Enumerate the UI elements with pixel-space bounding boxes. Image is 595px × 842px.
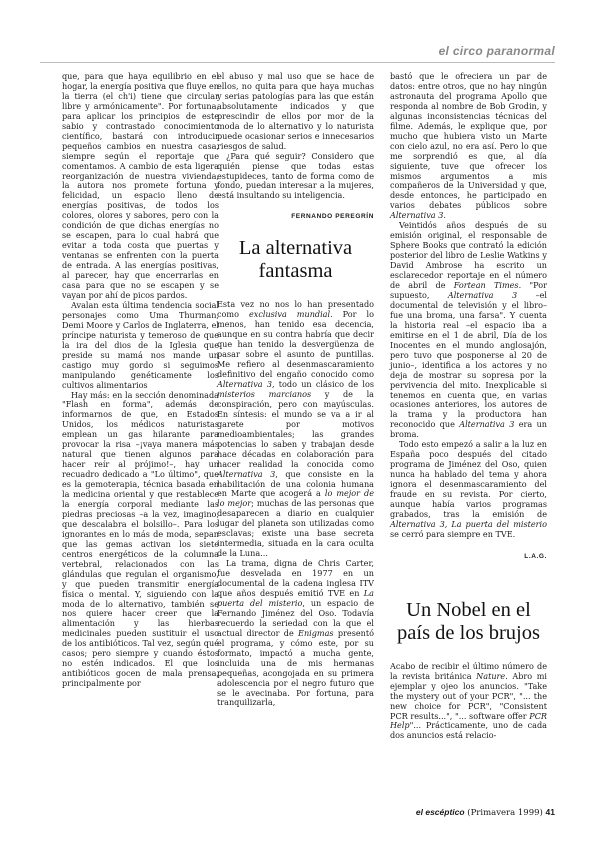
article2-paragraph: bastó que le ofreciera un par de datos: entre otros, que no hay ningún astronauta del programa Apollo que responda al nombre de Bob Grodin, y algunas inconsistencias técnicas del filme. Además, le explique que, por mucho que hubiera visto un Marte con cielo azul, no era así. Pero lo que me sorprendió es que, al día siguiente, tuve que ofrecer los mismos argumentos a mis compañeros de la Universidad y que, desde entonces, he participado en varios debates públicos sobre Alternativa 3. [390,71,547,221]
article2-paragraph: Esta vez no nos lo han presentado como exclusiva mundial. Por lo menos, han tenido esa decencia, aunque en su contra habría que decir que han tenido la desvergüenza de pasar sobre el asunto de puntillas. Me refiero al desenmascaramiento definitivo del engaño conocido como Alternativa 3, todo un clásico de los misterios marcianos y de la conspiración, pero con mayúsculas. En síntesis: el mundo se va a ir al garete por motivos medioambientales; las grandes potencias lo saben y trabajan desde hace décadas en colaboración para hacer realidad la conocida como Alternativa 3, que consiste en la habilitación de una colonia humana en Marte que acogerá a lo mejor de lo mejor; muchas de las personas que desaparecen a diario en cualquier lugar del planeta son utilizadas como esclavas; existe una base secreta intermedia, situada en la cara oculta de la Luna... [217,299,375,559]
article2-title [217,237,374,283]
article3-title [390,599,547,645]
section-header: el circo paranormal [438,44,555,58]
article1-paragraph: Hay más: en la sección denominada "Flash en forma", además de informarnos de que, en Estados Unidos, los médicos naturistas emplean un gas hilarante para provocar la risa –¡vaya manera más natural que tienen algunos para hacer reír al prójimo!–, hay un recuadro dedicado a "Lo último", que es la gemoterapia, técnica basada en la medicina oriental y que restablece la energía corporal mediante las piedras preciosas –a la vez, imagino, que descalabra el bolsillo–. Para los ignorantes en lo más de moda, sepan que las gemas activan los siete centros energéticos de la columna vertebral, relacionados con las glándulas que regulan el organismo, y que pueden transmitir energía física o mental. Y, siguiendo con la moda de lo alternativo, también se nos quiere hacer creer que la alimentación y las hierbas medicinales pueden sustituir el uso de los antibióticos. Tal vez, según qué casos; pero siempre y cuando éstos no estén indicados. El que los antibióticos gocen de mala prensa, principalmente por [62,389,219,689]
article2-title-line: fantasma [258,260,333,283]
article2-paragraph: Todo esto empezó a salir a la luz en España poco después del citado programa de Jiménez del Oso, quien nunca ha hablado del tema y ahora ignora el desenmascaramiento del fraude en su revista. Por cierto, aunque había varios programas grabados, tras la emisión de Alternativa 3, La puerta del misterio se cerró para siempre en TVE. [390,439,547,539]
article1-paragraph: el abuso y mal uso que se hace de ellos, no quita para que haya muchas y serias patologías para las que están absolutamente indicados y que prescindir de ellos por mor de la moda de lo alternativo y lo naturista puede ocasionar serios e innecesarios riesgos de salud. [217,71,374,151]
column-2 [217,72,374,708]
article2-title-line: La alternativa [238,237,353,260]
column-3 [390,72,547,741]
header-rule [40,62,555,63]
article1-paragraph: ¿Para qué seguir? Considero que quién piense que todas estas estupideces, tanto de forma como de fondo, puedan interesar a la mujeres, está insultando su inteligencia. [217,150,374,201]
issue-label: (Primavera 1999) [467,808,543,818]
article2-paragraph: Veintidós años después de su emisión original, el responsable de Sphere Books que contrató la edición posterior del libro de Leslie Watkins y David Ambrose ha escrito un esclarecedor reportaje en el número de abril de Fortean Times. "Por supuesto, Alternativa 3 –el documental de televisión y el libro– fue una broma, una farsa". Y cuenta la historia real –el espacio iba a emitirse en el 1 de abril, Día de los Inocentes en el mundo anglosajón, pero tuvo que posponerse al 20 de junio–, identifica a los actores y no deja de mostrar su sopresa por la pervivencia del mito. Inexplicable si tenemos en cuenta que, en varias ocasiones anteriores, los autores de la trama y la productora han reconocido que Alternativa 3 era un broma. [390,220,547,440]
article1-paragraph: que, para que haya equilibrio en el hogar, la energía positiva que fluye en la tierra (el ch'i) tiene que circular libre y armónicamente". Por fortuna, para aplicar los principios de este sabio y contrastado conocimiento científico, bastará con introducir pequeños cambios en nuestra casa, siempre según el reportaje que comentamos. A cambio de esta ligera reorganización de nuestra vivienda, la autora nos promete fortuna y felicidad, un espacio lleno de energías positivas, de todos los colores, olores y sabores, pero con la condición de que dichas energías no se escapen, para lo cual habrá que evitar a toda costa que puertas y ventanas se enfrenten con la puerta de entrada. A las energías positivas, al parecer, hay que encerrarlas en casa para que no se escapen y se vayan por ahí de picos pardos. [62,71,219,300]
article3-title-line: país de los brujos [397,621,540,644]
article2-paragraph: La trama, digna de Chris Carter, fue desvelada en 1977 en un documental de la cadena inglesa ITV que años después emitió TVE en La puerta del misterio, un espacio de Fernando Jiménez del Oso. Todavía recuerdo la seriedad con la que el actual director de Enigmas presentó el programa, y cómo este, por su formato, impactó a mucha gente, incluida una de mis hermanas pequeñas, acongojada en su primera adolescencia por el negro futuro que se le avecinaba. Por fortuna, para tranquilizarla, [217,558,374,708]
article1-paragraph: Avalan esta última tendencia social personajes como Uma Thurman, Demi Moore y Carlos de Inglaterra, el príncipe naturista y temeroso de que la ira del dios de la Iglesia que preside su mamá nos mande un castigo muy gordo si seguimos manipulando genéticamente los cultivos alimentarios [62,299,219,390]
article1-author: FERNANDO PEREGRÍN [291,213,374,221]
article3-paragraph: Acabo de recibir el último número de la revista británica Nature. Abro mi ejemplar y ojeo los anuncios. "Take the mystery out of your PCR", "... the new choice for PCR", "Consistent PCR results...", "... software offer PCR Help"... Prácticamente, uno de cada dos anuncios está relacio- [390,660,548,741]
article3-title-line: Un Nobel en el [406,598,531,621]
column-1 [62,72,219,689]
page-footer [416,807,555,818]
page-number: 41 [545,807,555,817]
article2-author: L.A.G. [524,552,547,560]
magazine-name: el escéptico [415,807,465,817]
